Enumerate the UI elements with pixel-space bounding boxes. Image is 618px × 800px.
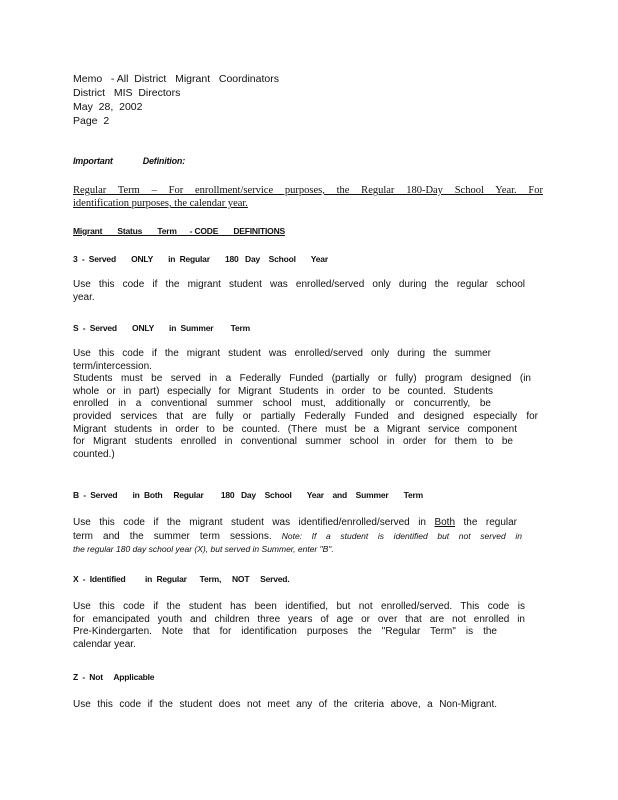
code-s-line-3: Students must be served in a Federally Funded (partially or fully) program designed (in (73, 373, 531, 385)
code-definitions-heading (73, 226, 543, 236)
code-x-line-2: for emancipated youth and children three years of age or over that are not enrolled in (73, 613, 525, 625)
code-3-line-2: year. (73, 291, 95, 303)
code-b-line-1-post: the regular (463, 517, 517, 528)
code-s-line-2: term/intercession. (73, 360, 152, 372)
code-b-text (73, 517, 543, 556)
regular-term-line-2: identification purposes, the calendar year. (73, 198, 248, 209)
code-3-text (73, 279, 525, 304)
code-s-line-9: counted.) (73, 448, 115, 460)
code-z-text (73, 699, 543, 712)
code-b-section (73, 490, 543, 556)
code-z-line-1: Use this code if the student does not meet any of the criteria above, a Non-Migrant. (73, 699, 497, 710)
code-b-line-3: the regular 180 day school year (X), but served in Summer, enter "B". (73, 544, 334, 555)
page-number: Page 2 (73, 115, 110, 127)
definition-label: Definition: (142, 156, 185, 166)
memo-line-2: District MIS Directors (73, 87, 181, 99)
regular-term-line-1: Regular Term – For enrollment/service purposes, the Regular 180-Day School Year. For (73, 185, 543, 196)
code-3-heading: 3 - Served ONLY in Regular 180 Day School Year (73, 254, 328, 264)
code-s-line-6: provided services that are fully or partially Federally Funded and designed especially for (73, 410, 538, 422)
code-s-text (73, 348, 543, 461)
memo-date: May 28, 2002 (73, 101, 143, 113)
code-b-line-1 (73, 517, 517, 530)
code-z-heading: Z - Not Applicable (73, 672, 155, 682)
code-b-heading: B - Served in Both Regular 180 Day School Year and Summer Term (73, 490, 423, 500)
mst-heading: Migrant Status Term - CODE DEFINITIONS (73, 226, 285, 236)
code-x-line-1: Use this code if the student has been identified, but not enrolled/served. This code is (73, 601, 525, 612)
code-3-line-1: Use this code if the migrant student was enrolled/served only during the regular school (73, 279, 525, 290)
code-b-line-2 (73, 530, 522, 544)
code-x-section (73, 574, 543, 651)
code-s-heading: S - Served ONLY in Summer Term (73, 323, 250, 333)
regular-term-definition (73, 184, 543, 210)
memo-header (73, 72, 543, 128)
code-x-heading: X - Identified in Regular Term, NOT Served. (73, 574, 290, 584)
important-label: Important (73, 156, 113, 166)
code-s-line-7: Migrant students in order to be counted. (There must be a Migrant service component (73, 423, 517, 435)
code-3-section (73, 254, 543, 304)
memo-line-1: Memo - All District Migrant Coordinators (73, 73, 279, 85)
code-b-note: Note: If a student is identified but not served in (281, 530, 523, 541)
code-b-both: Both (434, 517, 456, 528)
code-s-line-1: Use this code if the migrant student was enrolled/served only during the summer (73, 348, 491, 359)
code-b-line-1-pre: Use this code if the migrant student was identified/enrolled/served in (73, 517, 426, 528)
code-x-text (73, 601, 543, 651)
code-s-line-4: whole or in part) especially for Migrant Students in order to be counted. Students (73, 385, 493, 397)
memo-page (73, 72, 543, 128)
code-x-line-4: calendar year. (73, 638, 136, 650)
code-s-line-5: enrolled in a conventional summer school must, additionally or concurrently, be (73, 398, 491, 410)
code-x-line-3: Pre-Kindergarten. Note that for identification purposes the "Regular Term" is the (73, 626, 497, 638)
important-definition (73, 156, 543, 166)
code-z-section (73, 672, 543, 712)
code-b-line-2-pre: term and the summer term sessions. (73, 530, 272, 542)
code-s-line-8: for Migrant students enrolled in conventional summer school in order for them to be (73, 436, 513, 448)
code-s-section (73, 323, 543, 461)
